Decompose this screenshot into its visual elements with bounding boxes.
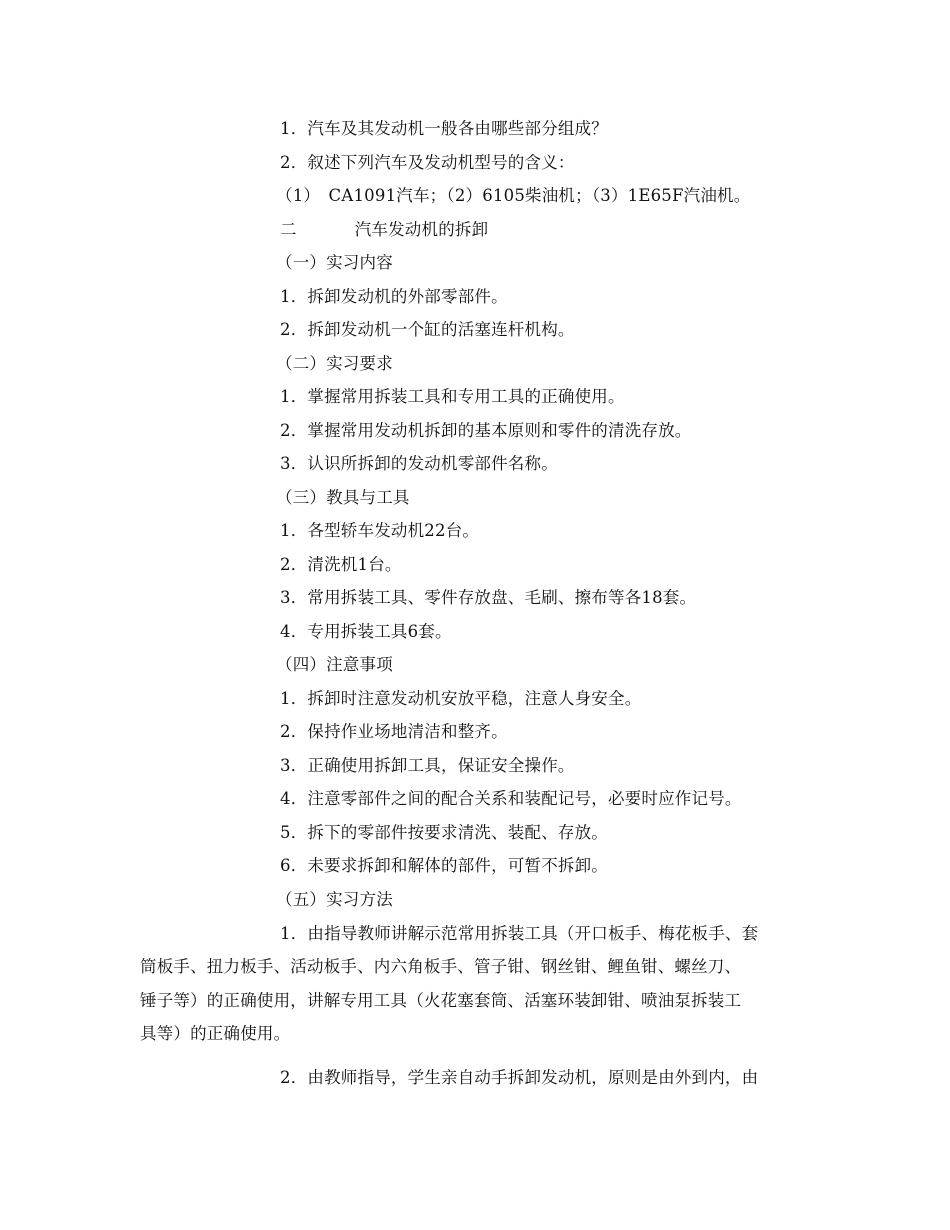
list-item: 3．正确使用拆卸工具，保证安全操作。	[280, 756, 575, 775]
list-item: 4．专用拆装工具6套。	[280, 622, 452, 641]
list-item: 3．常用拆装工具、零件存放盘、毛刷、擦布等各18套。	[280, 588, 697, 607]
list-item: 2．掌握常用发动机拆卸的基本原则和零件的清洗存放。	[280, 421, 692, 440]
section-number: 二	[280, 220, 297, 239]
paragraph-line: 2．由教师指导，学生亲自动手拆卸发动机，原则是由外到内，由	[280, 1068, 759, 1087]
list-item: 1．各型轿车发动机22台。	[280, 521, 480, 540]
paragraph-line: 锤子等）的正确使用，讲解专用工具（火花塞套筒、活塞环装卸钳、喷油泵拆装工	[140, 991, 742, 1010]
list-item: 1．拆卸发动机的外部零部件。	[280, 287, 508, 306]
list-item: 2．清洗机1台。	[280, 555, 402, 574]
subheading-notes: （四）注意事项	[276, 655, 393, 674]
subheading-tools: （三）教具与工具	[276, 488, 410, 507]
list-item: 2．拆卸发动机一个缸的活塞连杆机构。	[280, 320, 575, 339]
model-list: （1） CA1091汽车；（2）6105柴油机；（3）1E65F汽油机。	[276, 186, 751, 205]
list-item: 4．注意零部件之间的配合关系和装配记号，必要时应作记号。	[280, 789, 742, 808]
paragraph-line: 1．由指导教师讲解示范常用拆装工具（开口板手、梅花板手、套	[280, 924, 759, 943]
list-item: 1．拆卸时注意发动机安放平稳，注意人身安全。	[280, 689, 642, 708]
paragraph-line: 具等）的正确使用。	[140, 1024, 291, 1043]
list-item: 5．拆下的零部件按要求清洗、装配、存放。	[280, 823, 608, 842]
paragraph-line: 筒板手、扭力板手、活动板手、内六角板手、管子钳、钢丝钳、鲤鱼钳、螺丝刀、	[140, 957, 742, 976]
subheading-requirements: （二）实习要求	[276, 354, 393, 373]
question-2: 2．叙述下列汽车及发动机型号的含义：	[280, 153, 575, 172]
section-title: 汽车发动机的拆卸	[354, 220, 489, 239]
question-1: 1．汽车及其发动机一般各由哪些部分组成？	[280, 119, 608, 138]
list-item: 1．掌握常用拆装工具和专用工具的正确使用。	[280, 387, 625, 406]
list-item: 6．未要求拆卸和解体的部件，可暂不拆卸。	[280, 856, 608, 875]
list-item: 2．保持作业场地清洁和整齐。	[280, 722, 508, 741]
list-item: 3．认识所拆卸的发动机零部件名称。	[280, 454, 558, 473]
subheading-methods: （五）实习方法	[276, 890, 393, 909]
subheading-content: （一）实习内容	[276, 253, 393, 272]
section-heading	[280, 219, 488, 241]
